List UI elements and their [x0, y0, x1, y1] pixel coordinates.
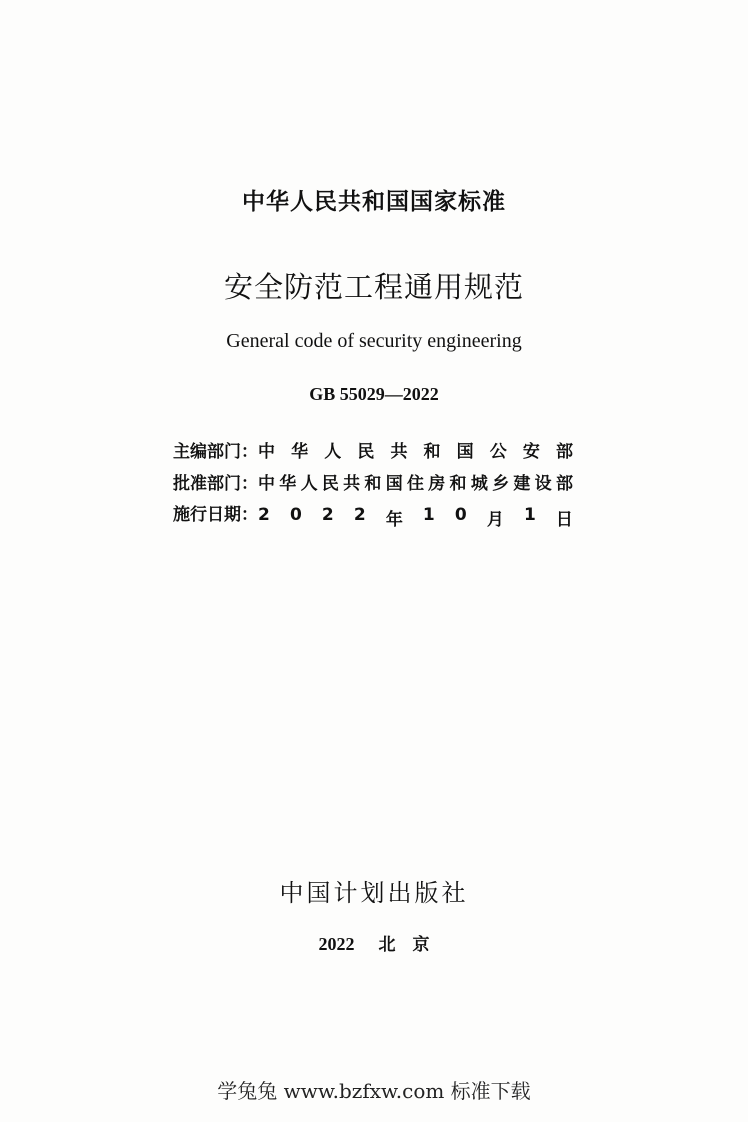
value-char: 部 — [555, 474, 573, 494]
value-char: 1 — [422, 505, 435, 525]
value-char: 1 — [523, 505, 536, 525]
value-char: 和 — [449, 474, 467, 494]
value-char: 人 — [300, 474, 318, 494]
value-char: 年 — [385, 510, 403, 530]
value-char: 设 — [534, 474, 552, 494]
effective-date-row — [173, 500, 573, 530]
editor-department-label: 主编部门： — [173, 442, 258, 462]
value-char: 安 — [522, 442, 540, 462]
effective-date-value — [258, 505, 573, 530]
value-char: 2 — [353, 505, 366, 525]
publication-place-line — [0, 930, 748, 955]
value-char: 共 — [343, 474, 361, 494]
value-char: 城 — [470, 474, 488, 494]
value-char: 0 — [454, 505, 467, 525]
value-char: 华 — [291, 442, 309, 462]
editor-department-row — [173, 437, 573, 462]
value-char: 共 — [390, 442, 408, 462]
value-char: 民 — [357, 442, 375, 462]
standard-number: GB 55029—2022 — [309, 384, 439, 404]
watermark-text: 学兔兔 www.bzfxw.com 标准下载 — [217, 1079, 531, 1103]
value-char: 国 — [385, 474, 403, 494]
publisher-name: 中国计划出版社 — [279, 879, 469, 907]
value-char: 月 — [486, 510, 504, 530]
value-char: 房 — [428, 474, 446, 494]
effective-date-label: 施行日期： — [173, 505, 258, 525]
document-title-chinese: 安全防范工程通用规范 — [223, 270, 524, 304]
approver-department-label: 批准部门： — [173, 474, 258, 494]
value-char: 公 — [489, 442, 507, 462]
publication-year: 2022 — [318, 934, 355, 954]
value-char: 住 — [406, 474, 424, 494]
value-char: 日 — [555, 510, 573, 530]
publication-city: 北 京 — [378, 935, 430, 955]
value-char: 中 — [258, 474, 275, 494]
value-char: 2 — [258, 505, 270, 525]
value-char: 中 — [258, 442, 275, 462]
value-char: 民 — [321, 474, 339, 494]
value-char: 和 — [423, 442, 441, 462]
national-standard-heading: 中华人民共和国国家标准 — [242, 189, 506, 215]
value-char: 乡 — [492, 474, 510, 494]
value-char: 部 — [555, 442, 573, 462]
value-char: 人 — [324, 442, 342, 462]
value-char: 0 — [289, 505, 302, 525]
value-char: 国 — [456, 442, 474, 462]
editor-department-value — [258, 437, 573, 462]
value-char: 建 — [513, 474, 531, 494]
value-char: 和 — [364, 474, 382, 494]
approver-department-row — [173, 469, 573, 494]
approver-department-value — [258, 469, 573, 494]
document-title-english: General code of security engineering — [226, 330, 522, 352]
value-char: 华 — [279, 474, 297, 494]
value-char: 2 — [321, 505, 334, 525]
